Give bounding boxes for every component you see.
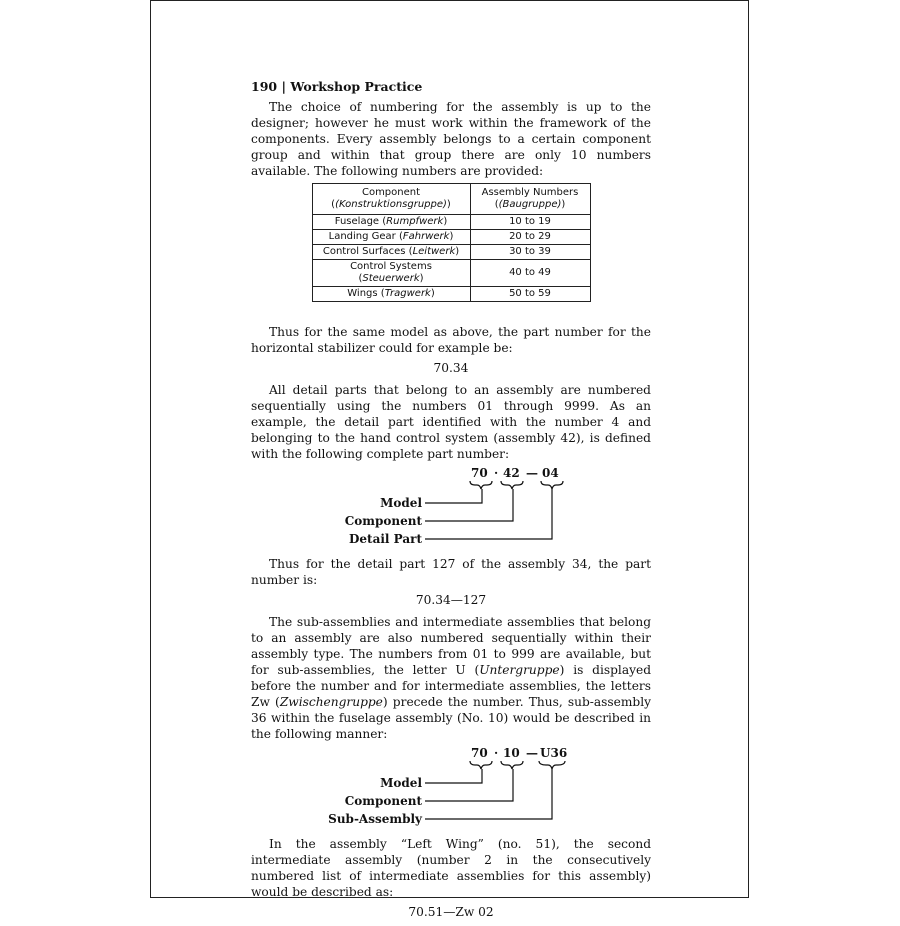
book-page bbox=[150, 0, 749, 919]
example-part-number-3: 70.51—Zw 02 bbox=[408, 905, 494, 919]
diagram-code-sub-assembly: U36 bbox=[540, 746, 568, 760]
paragraph-detail-part-127: Thus for the detail part 127 of the assembly 34, the part number is: bbox=[251, 557, 651, 587]
diagram-label-model: Model bbox=[380, 496, 422, 510]
example-part-number-2: 70.34—127 bbox=[415, 593, 487, 607]
brace-component bbox=[501, 481, 523, 489]
diagram-code-component: 10 bbox=[503, 746, 520, 760]
table-row bbox=[312, 215, 590, 230]
page-content bbox=[251, 79, 651, 926]
paragraph-horizontal-stabilizer: Thus for the same model as above, the part number for the horizontal stabilizer could for example be: bbox=[251, 325, 651, 355]
diagram-2-svg bbox=[251, 744, 651, 832]
diagram-separator-dot: · bbox=[494, 746, 499, 760]
diagram-label-detail-part: Detail Part bbox=[349, 532, 422, 546]
table-cell-component: Control Surfaces (Leitwerk) bbox=[312, 245, 470, 260]
part-number-diagram-2 bbox=[251, 744, 651, 832]
brace-component bbox=[501, 761, 523, 769]
brace-model bbox=[470, 761, 492, 769]
table-cell-component: Fuselage (Rumpfwerk) bbox=[312, 215, 470, 230]
leader-line-model bbox=[425, 769, 482, 783]
table-row bbox=[312, 230, 590, 245]
part-number-diagram-1 bbox=[251, 464, 651, 552]
table-header-component: Component ((Konstruktionsgruppe)) bbox=[312, 184, 470, 215]
table-cell-component: Landing Gear (Fahrwerk) bbox=[312, 230, 470, 245]
diagram-label-component: Component bbox=[344, 794, 422, 808]
table-cell-range: 40 to 49 bbox=[470, 260, 590, 287]
paragraph-detail-parts: All detail parts that belong to an assembly are numbered sequentially using the numbers 01 through 9999. As an example, the detail part identified with the number 4 and belonging to the hand control system (assembly 42), is defined with the following complete part number: bbox=[251, 383, 651, 461]
diagram-code-detail: 04 bbox=[542, 466, 559, 480]
brace-model bbox=[470, 481, 492, 489]
brace-detail bbox=[541, 481, 563, 489]
diagram-separator-dot: · bbox=[494, 466, 499, 480]
table-cell-range: 10 to 19 bbox=[470, 215, 590, 230]
table-row bbox=[312, 260, 590, 287]
diagram-label-model: Model bbox=[380, 776, 422, 790]
table-header-assembly-numbers: Assembly Numbers ((Baugruppe)) bbox=[470, 184, 590, 215]
paragraph-left-wing: In the assembly “Left Wing” (no. 51), the second intermediate assembly (number 2 in the consecutively numbered list of intermediate assemblies for this assembly) would be described as: bbox=[251, 837, 651, 899]
table-row bbox=[312, 245, 590, 260]
diagram-1-svg bbox=[251, 464, 651, 552]
paragraph-assembly-numbering: The choice of numbering for the assembly is up to the designer; however he must work within the framework of the components. Every assembly belongs to a certain component group and within that group there are only 10 numbers available. The following numbers are provided: bbox=[251, 100, 651, 178]
table-cell-range: 50 to 59 bbox=[470, 287, 590, 302]
leader-line-detail bbox=[425, 489, 552, 539]
paragraph-sub-assemblies: The sub-assemblies and intermediate assemblies that belong to an assembly are also numbered sequentially within their assembly type. The numbers from 01 to 999 are available, but for sub-assemblies, the letter U (Untergruppe) is displayed before the number and for intermediate assemblies, the letters Zw (Zwischengruppe) precede the number. Thus, sub-assembly 36 within the fuselage assembly (No. 10) would be described in the following manner: bbox=[251, 615, 652, 741]
diagram-code-model: 70 bbox=[471, 746, 488, 760]
table-cell-component: Control Systems (Steuerwerk) bbox=[312, 260, 470, 287]
diagram-code-model: 70 bbox=[471, 466, 488, 480]
diagram-label-component: Component bbox=[344, 514, 422, 528]
component-table bbox=[312, 183, 591, 302]
table-header-row bbox=[312, 184, 590, 215]
diagram-code-component: 42 bbox=[503, 466, 520, 480]
diagram-label-sub-assembly: Sub-Assembly bbox=[328, 812, 422, 826]
table-row bbox=[312, 287, 590, 302]
leader-line-model bbox=[425, 489, 482, 503]
table-cell-range: 20 to 29 bbox=[470, 230, 590, 245]
table-cell-range: 30 to 39 bbox=[470, 245, 590, 260]
diagram-separator-dash: — bbox=[526, 466, 538, 480]
leader-line-component bbox=[425, 489, 513, 521]
brace-sub-assembly bbox=[539, 761, 565, 769]
leader-line-component bbox=[425, 769, 513, 801]
leader-line-sub-assembly bbox=[425, 769, 552, 819]
table-cell-component: Wings (Tragwerk) bbox=[312, 287, 470, 302]
diagram-separator-dash: — bbox=[526, 746, 538, 760]
example-part-number-1: 70.34 bbox=[433, 361, 469, 375]
page-header: 190 | Workshop Practice bbox=[251, 79, 423, 94]
